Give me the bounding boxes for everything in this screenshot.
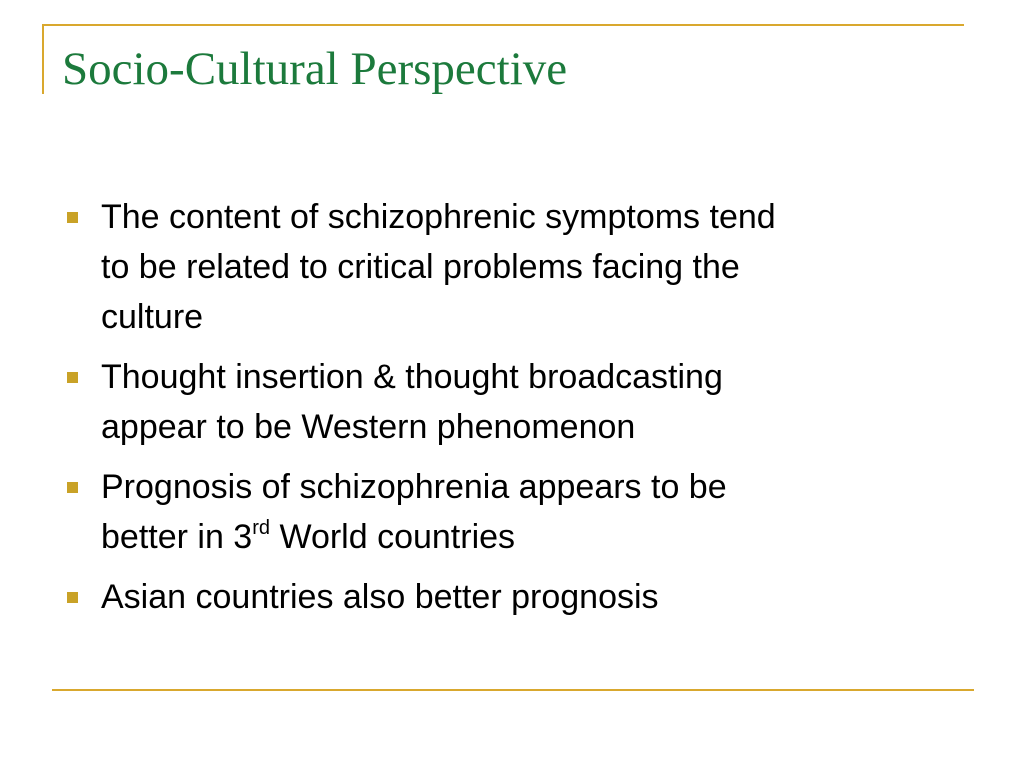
bullet-line-end: World countries [270,518,516,556]
bullet-text-4 [101,572,964,622]
bullet-line: culture [101,298,204,336]
slide-title: Socio-Cultural Perspective [62,43,568,95]
square-bullet-icon [67,372,78,383]
square-bullet-icon [67,482,78,493]
bullet-line: to be related to critical problems facing the [101,248,740,286]
bullet-text-1 [101,192,964,342]
bullet-line: The content of schizophrenic symptoms tend [101,198,776,236]
bullet-line-with-superscript [101,512,964,562]
bullet-text-2 [101,352,964,452]
bullet-line: Asian countries also better prognosis [101,578,659,616]
bullet-item-3 [64,462,964,562]
bullet-line: Prognosis of schizophrenia appears to be [101,468,727,506]
bullet-item-4 [64,572,964,622]
bullet-text-3 [101,462,964,562]
bottom-rule [52,689,974,691]
bullet-list [64,192,964,632]
bullet-line-start: better in 3 [101,518,253,556]
bullet-item-1 [64,192,964,342]
bullet-line: appear to be Western phenomenon [101,408,636,446]
title-frame-vertical-rule [42,24,44,94]
square-bullet-icon [67,212,78,223]
square-bullet-icon [67,592,78,603]
title-frame-top-rule [42,24,964,26]
bullet-item-2 [64,352,964,452]
ordinal-superscript: rd [252,517,271,539]
bullet-line: Thought insertion & thought broadcasting [101,358,723,396]
